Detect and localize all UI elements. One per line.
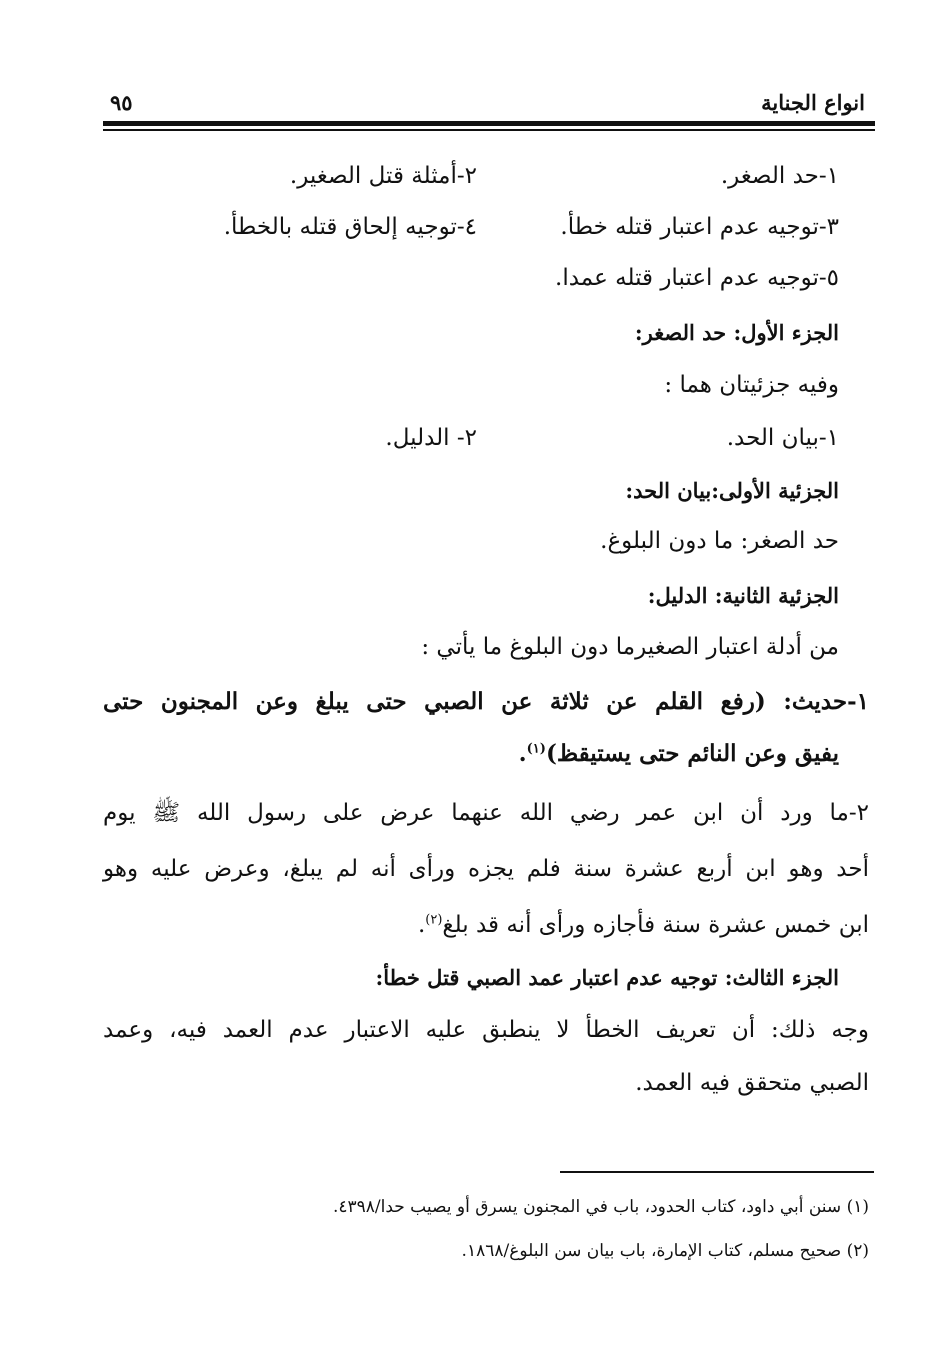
part1-sub-2: ٢- الدليل.	[385, 425, 477, 451]
ibn-umar-text: ابن خمس عشرة سنة فأجازه ورأى أنه قد بلغ	[442, 912, 869, 938]
part3-line-2: الصبي متحقق فيه العمد.	[635, 1070, 869, 1096]
ibn-umar-line-3: ابن خمس عشرة سنة فأجازه ورأى أنه قد بلغ$^{(٢)}$.	[417, 912, 869, 938]
outline-item-3: ٣-توجيه عدم اعتبار قتله خطأ.	[560, 214, 839, 240]
part1-heading: الجزء الأول: حد الصغر:	[634, 320, 839, 345]
outline-item-4: ٤-توجيه إلحاق قتله بالخطأ.	[223, 214, 477, 240]
outline-item-5: ٥-توجيه عدم اعتبار قتله عمدا.	[555, 265, 839, 291]
header-rule-thick	[103, 121, 875, 126]
outline-item-2: ٢-أمثلة قتل الصغير.	[289, 163, 477, 189]
sub1-text: حد الصغر: ما دون البلوغ.	[600, 528, 839, 554]
page-number: ٩٥	[110, 90, 133, 115]
hadith-line-2: يفيق وعن النائم حتى يستيقظ)$^{(١)}$.	[518, 740, 839, 767]
part3-line-1: وجه ذلك: أن تعريف الخطأ لا ينطبق عليه الاعتبار عدم العمد فيه، وعمد	[103, 1017, 869, 1043]
sub2-intro: من أدلة اعتبار الصغيرما دون البلوغ ما يأتي :	[421, 634, 839, 660]
part1-sub-1: ١-بيان الحد.	[726, 425, 839, 451]
ibn-umar-line-2: أحد وهو ابن أربع عشرة سنة فلم يجزه ورأى أنه لم يبلغ، وعرض عليه وهو	[103, 856, 869, 882]
hadith-line-1: ١-حديث: (رفع القلم عن ثلاثة عن الصبي حتى يبلغ وعن المجنون حتى	[103, 688, 869, 715]
outline-item-1: ١-حد الصغر.	[720, 163, 839, 189]
ibn-umar-line-1: ٢-ما ورد أن ابن عمر رضي الله عنهما عرض على رسول الله ﷺ يوم	[103, 800, 869, 826]
part3-heading: الجزء الثالث: توجيه عدم اعتبار عمد الصبي قتل خطأ:	[375, 965, 839, 990]
part1-intro: وفيه جزئيتان هما :	[664, 372, 839, 398]
footnote-2: (٢) صحيح مسلم، كتاب الإمارة، باب بيان سن البلوغ/١٨٦٨.	[461, 1241, 869, 1261]
sub2-heading: الجزئية الثانية: الدليل:	[647, 583, 839, 608]
footnote-1: (١) سنن أبي داود، كتاب الحدود، باب في المجنون يسرق أو يصيب حدا/٤٣٩٨.	[332, 1197, 869, 1217]
running-header-title: انواع الجناية	[761, 90, 865, 115]
footnote-ref-2: (٢)	[425, 912, 443, 928]
footnote-separator	[560, 1171, 874, 1173]
header-rule-thin	[103, 129, 875, 131]
hadith-text: يفيق وعن النائم حتى يستيقظ)	[545, 740, 839, 767]
sub1-heading: الجزئية الأولى:بيان الحد:	[625, 478, 839, 503]
footnote-ref-1: (١)	[526, 741, 546, 757]
